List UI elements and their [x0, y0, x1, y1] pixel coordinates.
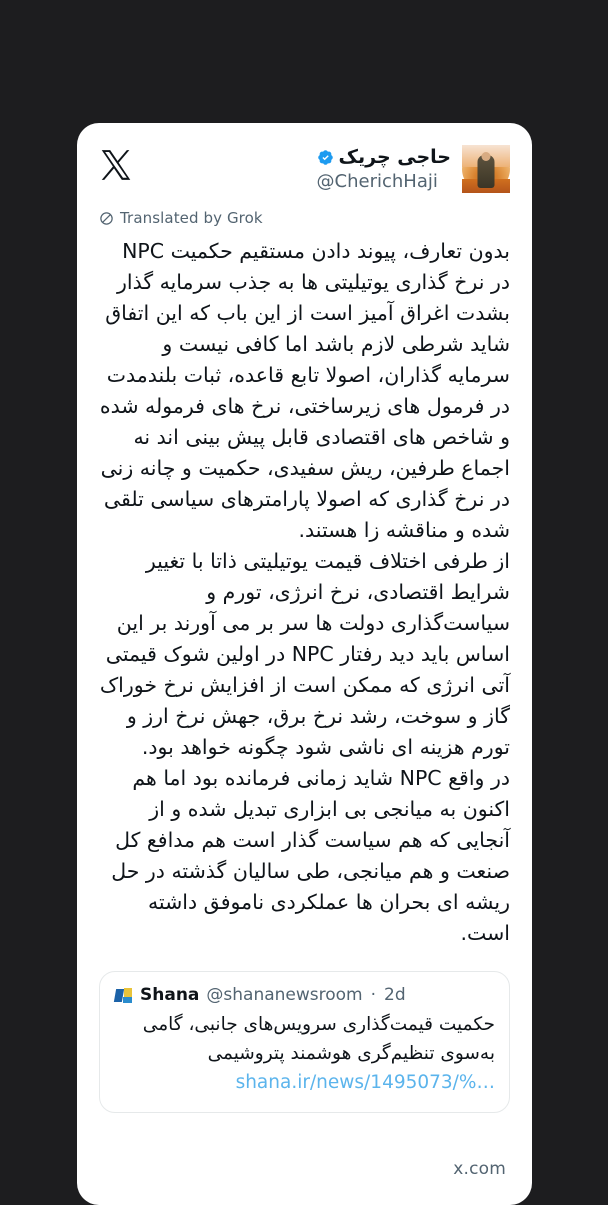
tweet-card	[77, 123, 532, 1205]
verified-badge-icon	[317, 149, 334, 166]
quoted-author-handle: @shananewsroom	[206, 985, 363, 1006]
author-names	[317, 145, 451, 193]
tweet-paragraph: در واقع NPC شاید زمانی فرمانده بود اما هم اکنون به میانجی بی ابزاری تبدیل شده و از آنجایی که هم سیاست گذار است هم مدافع کل صنعت و هم میانجی، طی سالیان گذشته در حل ریشه ای بحران ها عملکردی ناموفق داشته است.	[111, 766, 510, 946]
tweet-paragraph: بدون تعارف، پیوند دادن مستقیم حکمیت NPC در نرخ گذاری یوتیلیتی ها به جذب سرمایه گذار بشدت اغراق آمیز است از این باب که این اتفاق شاید شرطی لازم باشد اما کافی نیست و سرمایه گذاران، اصولا تابع قاعده، ثبات بلندمدت در فرمول های زیرساختی، نرخ های فرموله شده و شاخص های اقتصادی قابل پیش بینی اند نه اجماع طرفین، ریش سفیدی، حکمیت و چانه زنی در نرخ گذاری که اصولا پارامترهای سیاسی تلقی شده و مناقشه زا هستند.	[99, 239, 510, 543]
shana-logo-shape-b	[124, 988, 132, 997]
display-name: حاجی چریک	[338, 146, 451, 168]
quoted-separator: ·	[370, 985, 377, 1006]
source-label: x.com	[453, 1159, 506, 1180]
translated-label: Translated by Grok	[120, 209, 263, 228]
shana-logo-icon	[114, 986, 133, 1005]
shana-logo-shape-c	[123, 997, 132, 1003]
translated-by-grok[interactable]	[99, 209, 510, 227]
avatar[interactable]	[462, 145, 510, 193]
author-handle: @CherichHaji	[316, 170, 438, 192]
quoted-text-content: حکمیت قیمت‌گذاری سرویس‌های جانبی، گامی به‌سوی تنظیم‌گری هوشمند پتروشیمی	[142, 1014, 495, 1065]
author-identity[interactable]	[317, 145, 510, 193]
grok-translate-icon	[99, 211, 114, 226]
tweet-header	[99, 145, 510, 193]
avatar-head	[482, 152, 491, 161]
x-logo-icon	[99, 148, 133, 182]
quoted-tweet-text	[114, 1010, 495, 1097]
quoted-tweet-link[interactable]: shana.ir/news/1495073/%…	[235, 1072, 495, 1094]
quoted-tweet-card[interactable]	[99, 971, 510, 1113]
tweet-paragraph: از طرفی اختلاف قیمت یوتیلیتی ذاتا با تغییر شرایط اقتصادی، نرخ انرژی، تورم و سیاست‌گذاری دولت ها سر بر می آورند بر این اساس باید دید رفتار NPC در اولین شوک قیمتی آتی انرژی که ممکن است از افزایش نرخ خوراک گاز و سوخت، رشد نرخ برق، جهش نرخ ارز و تورم هزینه ای ناشی شود چگونه خواهد بود.	[99, 549, 510, 760]
display-name-row	[317, 146, 451, 170]
tweet-body	[99, 236, 510, 949]
quoted-tweet-header	[114, 985, 495, 1005]
quoted-author-name: Shana	[140, 985, 200, 1006]
quoted-timestamp: 2d	[384, 985, 406, 1006]
card-footer	[99, 1113, 510, 1205]
